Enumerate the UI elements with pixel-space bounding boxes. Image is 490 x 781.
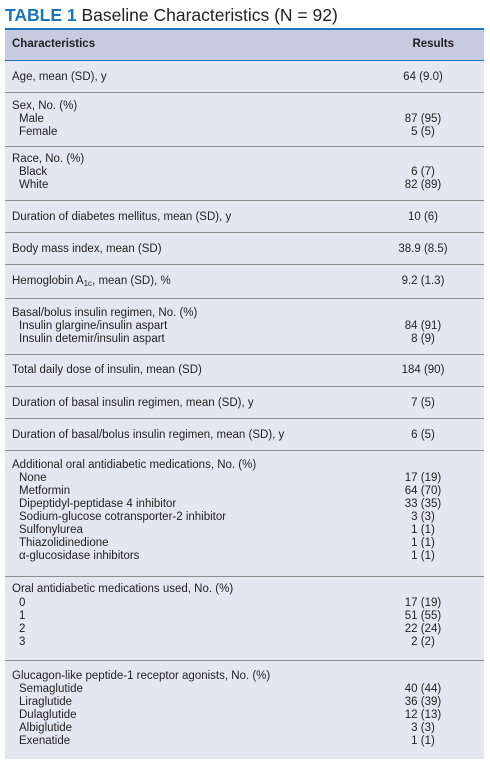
row-sublabel: 2 (19, 623, 26, 635)
row-label: Additional oral antidiabetic medications, No. (%) (12, 459, 257, 471)
row-value: 12 (13) (404, 709, 442, 721)
row-sublabel: 3 (19, 636, 26, 648)
row-sublabel: White (19, 179, 49, 191)
row-value: 5 (5) (411, 126, 435, 138)
row-value: 3 (3) (411, 511, 435, 523)
row-label: Glucagon-like peptide-1 receptor agonists, No. (%) (12, 670, 271, 682)
row-sublabel: Insulin detemir/insulin aspart (19, 333, 165, 345)
row-label: Age, mean (SD), y (12, 71, 107, 83)
table-row (5, 232, 484, 264)
row-value: 40 (44) (404, 683, 442, 695)
hba1c-label-suffix: , mean (SD), % (92, 275, 171, 287)
baseline-characteristics-table (5, 28, 484, 759)
row-value: 1 (1) (411, 550, 435, 562)
row-value: 64 (9.0) (403, 71, 443, 83)
row-sublabel: 1 (19, 610, 26, 622)
table-header (5, 30, 484, 60)
row-value: 184 (90) (401, 364, 445, 376)
table-row (5, 146, 484, 200)
row-value: 8 (9) (411, 333, 435, 345)
row-sublabel: Dipeptidyl-peptidase 4 inhibitor (19, 498, 177, 510)
row-value: 7 (5) (411, 397, 435, 409)
row-sublabel: Thiazolidinedione (19, 537, 109, 549)
row-label: Race, No. (%) (12, 153, 85, 165)
row-value: 1 (1) (411, 524, 435, 536)
table-row (5, 298, 484, 354)
table-row (5, 576, 484, 660)
row-value: 64 (70) (404, 485, 442, 497)
row-value: 2 (2) (411, 636, 435, 648)
row-label: Body mass index, mean (SD) (12, 243, 162, 255)
row-value: 22 (24) (404, 623, 442, 635)
row-sublabel: Exenatide (19, 735, 71, 747)
table-caption: Baseline Characteristics (N = 92) (81, 5, 338, 25)
row-value: 33 (35) (404, 498, 442, 510)
row-label: Oral antidiabetic medications used, No. (%) (12, 583, 234, 595)
table-row (5, 386, 484, 418)
row-value: 17 (19) (404, 472, 442, 484)
row-value: 36 (39) (404, 696, 442, 708)
row-sublabel: Sodium-glucose cotransporter-2 inhibitor (19, 511, 227, 523)
table-row (5, 660, 484, 759)
table-row (5, 450, 484, 576)
row-sublabel: α-glucosidase inhibitors (19, 550, 140, 562)
row-sublabel: Liraglutide (19, 696, 73, 708)
row-sublabel: None (19, 472, 47, 484)
row-value: 1 (1) (411, 537, 435, 549)
row-value: 51 (55) (404, 610, 442, 622)
table-row (5, 60, 484, 92)
row-value: 87 (95) (404, 113, 442, 125)
row-sublabel: Female (19, 126, 58, 138)
row-value: 38.9 (8.5) (398, 243, 448, 255)
row-label: Total daily dose of insulin, mean (SD) (12, 364, 202, 376)
row-label: Basal/bolus insulin regimen, No. (%) (12, 307, 198, 319)
table-row (5, 354, 484, 386)
row-value: 6 (7) (411, 166, 435, 178)
row-sublabel: Sulfonylurea (19, 524, 83, 536)
row-sublabel: Albiglutide (19, 722, 73, 734)
table-row (5, 92, 484, 146)
row-value: 17 (19) (404, 597, 442, 609)
row-sublabel: Male (19, 113, 44, 125)
row-label: Sex, No. (%) (12, 100, 78, 112)
row-sublabel: 0 (19, 597, 26, 609)
table-row (5, 200, 484, 232)
row-label (12, 275, 171, 288)
row-sublabel: Black (19, 166, 48, 178)
row-sublabel: Metformin (19, 485, 71, 497)
row-value: 10 (6) (407, 211, 439, 223)
row-label: Duration of basal/bolus insulin regimen, mean (SD), y (12, 429, 285, 441)
header-characteristics: Characteristics (12, 38, 96, 50)
row-value: 82 (89) (404, 179, 442, 191)
hba1c-subscript: 1c (83, 279, 93, 288)
table-row (5, 264, 484, 298)
row-label: Duration of basal insulin regimen, mean (SD), y (12, 397, 254, 409)
row-value: 84 (91) (404, 320, 442, 332)
row-sublabel: Insulin glargine/insulin aspart (19, 320, 168, 332)
row-value: 3 (3) (411, 722, 435, 734)
table-title (5, 4, 338, 26)
row-label: Duration of diabetes mellitus, mean (SD), y (12, 211, 232, 223)
header-results: Results (412, 38, 454, 50)
hba1c-label-prefix: Hemoglobin A (12, 275, 84, 287)
row-value: 9.2 (1.3) (401, 275, 445, 287)
row-sublabel: Dulaglutide (19, 709, 77, 721)
table-number: TABLE 1 (5, 5, 77, 25)
row-value: 1 (1) (411, 735, 435, 747)
table-row (5, 418, 484, 450)
row-value: 6 (5) (411, 429, 435, 441)
row-sublabel: Semaglutide (19, 683, 83, 695)
